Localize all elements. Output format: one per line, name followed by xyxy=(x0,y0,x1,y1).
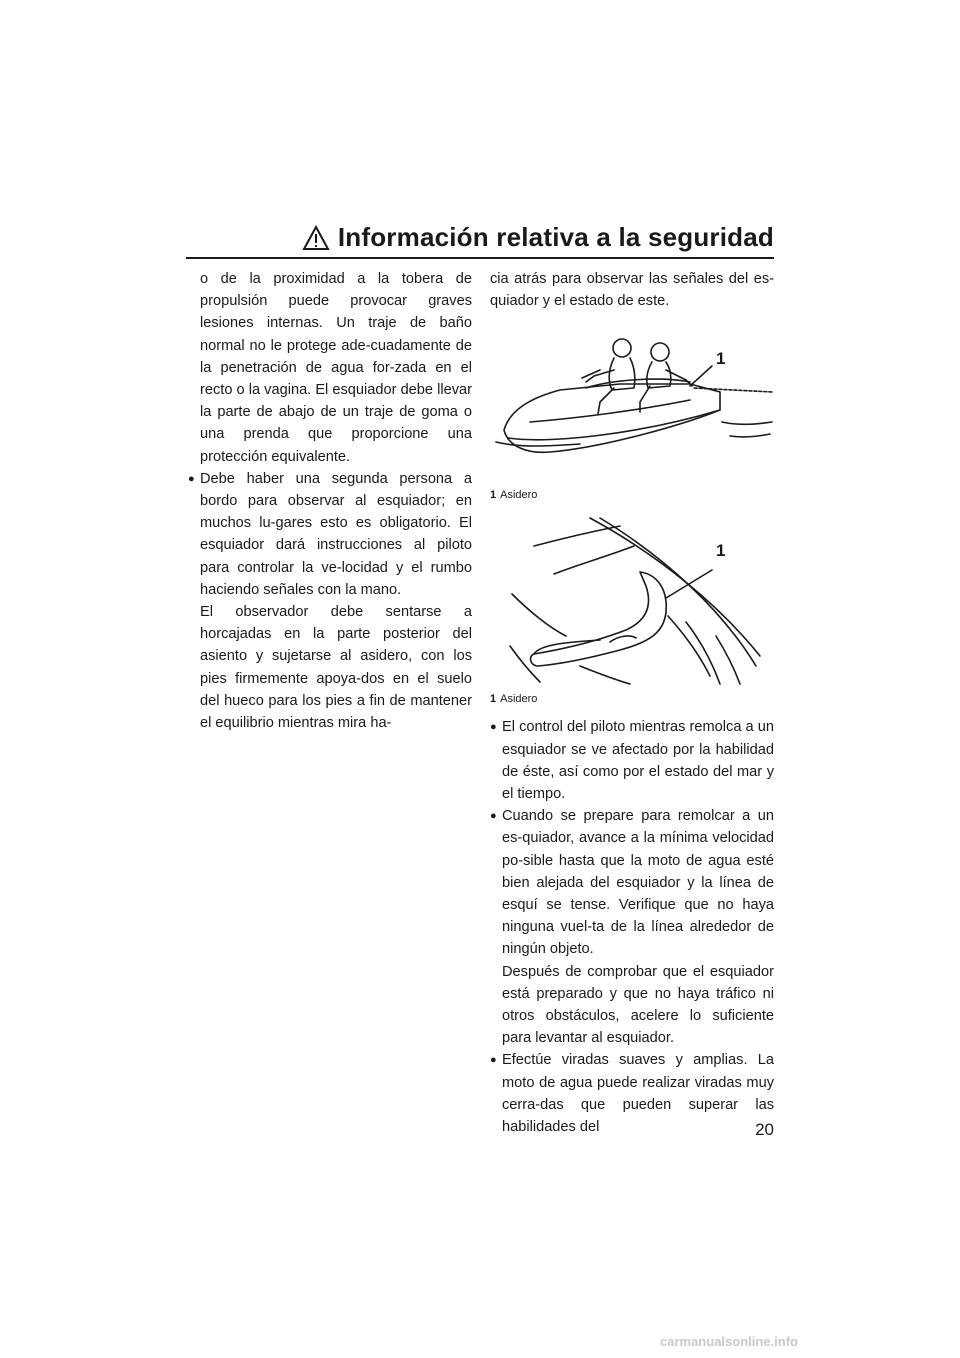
bullet-text: El control del piloto mientras remolca a un esquiador se ve afectado por la habilidad de éste, así como por el estado del mar y el tiempo. xyxy=(502,719,774,803)
bullet-text: Efectúe viradas suaves y amplias. La moto de agua puede realizar viradas muy cerra-das que pueden superar las habilidades del xyxy=(502,1052,774,1136)
bullet-item xyxy=(188,468,472,601)
paragraph: Después de comprobar que el esquiador está preparado y que no haya tráfico ni otros obstáculos, acelere lo suficiente para levantar al esquiador. xyxy=(502,963,774,1047)
caption-text: Asidero xyxy=(500,693,538,706)
left-column xyxy=(188,268,472,734)
warning-triangle-icon xyxy=(302,225,330,251)
caption-number: 1 xyxy=(490,693,497,706)
bullet-item xyxy=(490,1049,774,1138)
paragraph: El observador debe sentarse a horcajadas en la parte posterior del asiento y sujetarse al asidero, con los pies firmemente apoya-dos en el suelo del hueco para los pies a fin de mantener el equilibrio mientras mira ha- xyxy=(200,604,472,732)
bullet-text: Cuando se prepare para remolcar a un es-quiador, avance a la mínima velocidad po-sible hasta que la moto de agua esté bien alejada del esquiador y la línea de esquí se tense. Verifique que no haya ninguna vuel-ta de la línea alrededor de ningún objeto. xyxy=(502,808,774,958)
right-column xyxy=(490,268,774,1138)
bullet-item xyxy=(490,716,774,805)
bullet-icon: ● xyxy=(490,810,497,823)
figure-watercraft xyxy=(490,326,774,466)
page-header xyxy=(186,222,774,259)
bullet-text: Debe haber una segunda persona a bordo para observar al esquiador; en muchos lu-gares esto es obligatorio. El esquiador dará instrucciones al piloto para controlar la ve-locidad y el rumbo haciendo señales con la mano. xyxy=(200,470,472,598)
bullet-item xyxy=(490,805,774,960)
figure-caption xyxy=(490,488,774,502)
watercraft-illustration xyxy=(490,326,774,466)
bullet-icon: ● xyxy=(490,721,497,734)
figure-grab-handle xyxy=(490,516,774,686)
page-number: 20 xyxy=(755,1120,774,1139)
caption-number: 1 xyxy=(490,489,497,502)
callout-number: 1 xyxy=(716,349,726,369)
callout-number: 1 xyxy=(716,541,726,561)
paragraph: cia atrás para observar las señales del es-quiador y el estado de este. xyxy=(490,271,774,310)
caption-text: Asidero xyxy=(500,489,538,502)
grab-handle-illustration xyxy=(490,516,774,686)
bullet-icon: ● xyxy=(490,1054,497,1067)
paragraph: o de la proximidad a la tobera de propulsión puede provocar graves lesiones internas. Un traje de baño normal no le protege ade-cuadamente de la penetración de agua for-zada en el recto o la vagina. El esquiador debe llevar la parte de abajo de un traje de goma o una prenda que proporcione una protección equivalente. xyxy=(200,271,472,465)
figure-caption xyxy=(490,692,774,706)
bullet-icon: ● xyxy=(188,472,195,485)
footer-watermark[interactable]: carmanualsonline.info xyxy=(660,1334,798,1349)
page-title: Información relativa a la seguridad xyxy=(337,222,774,252)
